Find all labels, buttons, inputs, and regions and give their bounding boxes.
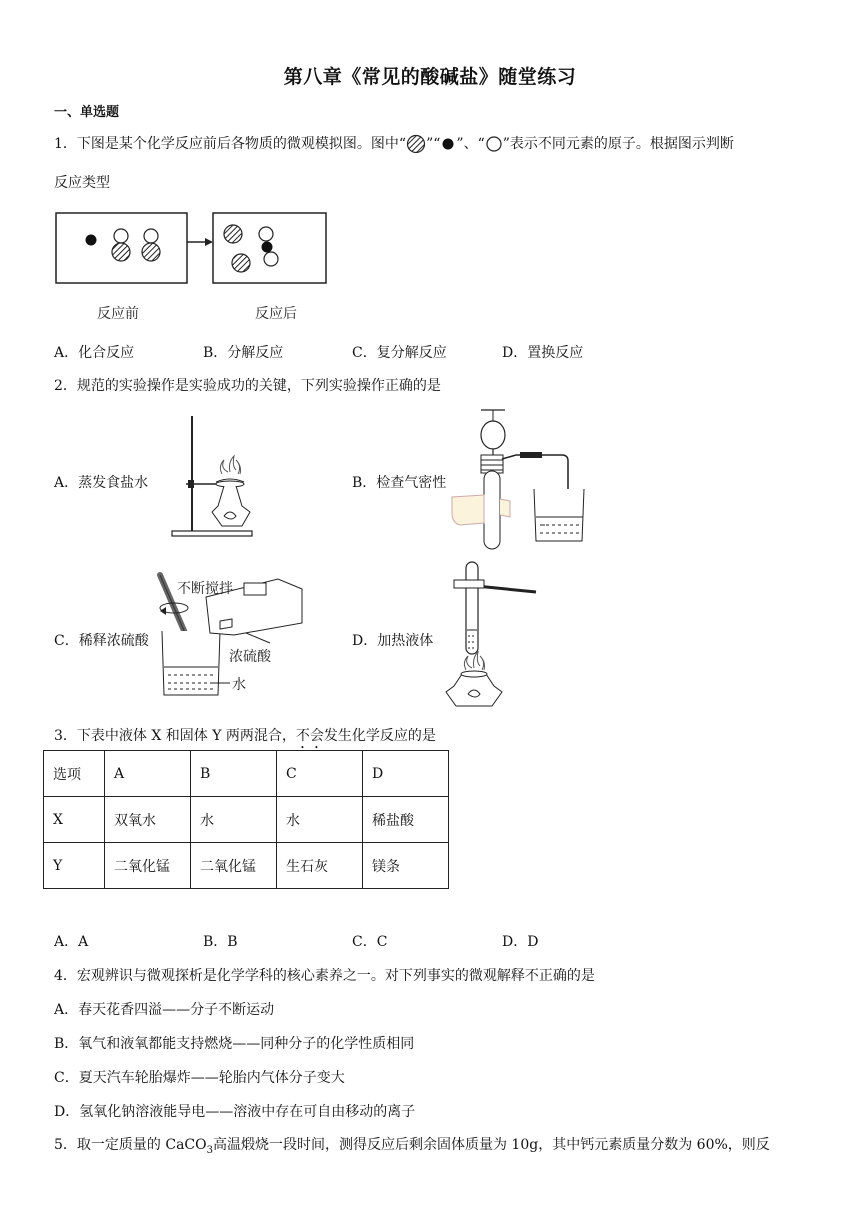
q4-option-b[interactable]: B．氧气和液氧都能支持燃烧——同种分子的化学性质相同 (54, 1036, 415, 1052)
airtightness-apparatus-image (450, 405, 590, 550)
q3-option-a[interactable]: A．A (54, 934, 89, 950)
question-2-text: 2．规范的实验操作是实验成功的关键，下列实验操作正确的是 (54, 378, 441, 394)
evaporation-apparatus-image (168, 414, 258, 539)
table-cell: 选项 (44, 751, 105, 797)
black-atom-icon (440, 136, 456, 152)
q2-option-c[interactable]: C．稀释浓硫酸 (54, 633, 149, 649)
table-cell: 镁条 (363, 843, 449, 889)
label-stir: 不断搅拌 (177, 581, 233, 597)
question-3-text: 3．下表中液体 X 和固体 Y 两两混合，不会发生化学反应的是 (54, 728, 436, 744)
table-cell: C (277, 751, 363, 797)
table-row (44, 751, 449, 797)
hatched-atom-icon (406, 134, 426, 154)
question-4-text: 4．宏观辨识与微观探析是化学学科的核心素养之一。对下列事实的微观解释不正确的是 (54, 968, 595, 984)
q2-option-a[interactable]: A．蒸发食盐水 (54, 475, 149, 491)
label-after: 反应后 (255, 306, 297, 322)
label-conc-acid: 浓硫酸 (229, 649, 271, 665)
q4-option-d[interactable]: D．氢氧化钠溶液能导电——溶液中存在可自由移动的离子 (54, 1104, 416, 1120)
table-cell: X (44, 797, 105, 843)
q4-option-c[interactable]: C．夏天汽车轮胎爆炸——轮胎内气体分子变大 (54, 1070, 345, 1086)
q1-option-a[interactable]: A．化合反应 (54, 345, 135, 361)
label-before: 反应前 (97, 306, 139, 322)
q1-option-b[interactable]: B．分解反应 (203, 345, 284, 361)
label-water: 水 (232, 677, 246, 693)
q2-option-d[interactable]: D．加热液体 (352, 633, 434, 649)
page-title: 第八章《常见的酸碱盐》随堂练习 (283, 66, 577, 88)
table-cell: Y (44, 843, 105, 889)
table-cell: 水 (191, 797, 277, 843)
table-cell: B (191, 751, 277, 797)
table-cell: A (105, 751, 191, 797)
q3-option-c[interactable]: C．C (352, 934, 388, 950)
q3-option-b[interactable]: B．B (203, 934, 238, 950)
question-5-text: 5．取一定质量的 CaCO$_3$高温煅烧一段时间，测得反应后剩余固体质量为 10g，其中钙元素质量分数为 60%，则反 (54, 1137, 770, 1156)
table-cell: 二氧化锰 (191, 843, 277, 889)
table-row (44, 797, 449, 843)
table-cell: 双氧水 (105, 797, 191, 843)
emphasis-text: 不会 (295, 728, 324, 744)
table-row (44, 843, 449, 889)
q2-option-b[interactable]: B．检查气密性 (352, 475, 447, 491)
q1-option-d[interactable]: D．置换反应 (502, 345, 584, 361)
heating-liquid-apparatus-image (440, 560, 550, 710)
question-1-text: 1．下图是某个化学反应前后各物质的微观模拟图。图中“ ”“ ”、“ ”表示不同元素的原子。根据图示判断 (54, 136, 734, 152)
white-atom-icon (485, 135, 503, 153)
reaction-table (43, 750, 449, 889)
q1-option-c[interactable]: C．复分解反应 (352, 345, 447, 361)
question-1-text-line2: 反应类型 (54, 175, 110, 191)
table-cell: 稀盐酸 (363, 797, 449, 843)
reaction-diagram (55, 210, 335, 290)
q4-option-a[interactable]: A．春天花香四溢——分子不断运动 (54, 1002, 275, 1018)
q3-option-d[interactable]: D．D (502, 934, 539, 950)
section-heading: 一、单选题 (54, 105, 120, 120)
table-cell: D (363, 751, 449, 797)
table-cell: 二氧化锰 (105, 843, 191, 889)
table-cell: 水 (277, 797, 363, 843)
table-cell: 生石灰 (277, 843, 363, 889)
